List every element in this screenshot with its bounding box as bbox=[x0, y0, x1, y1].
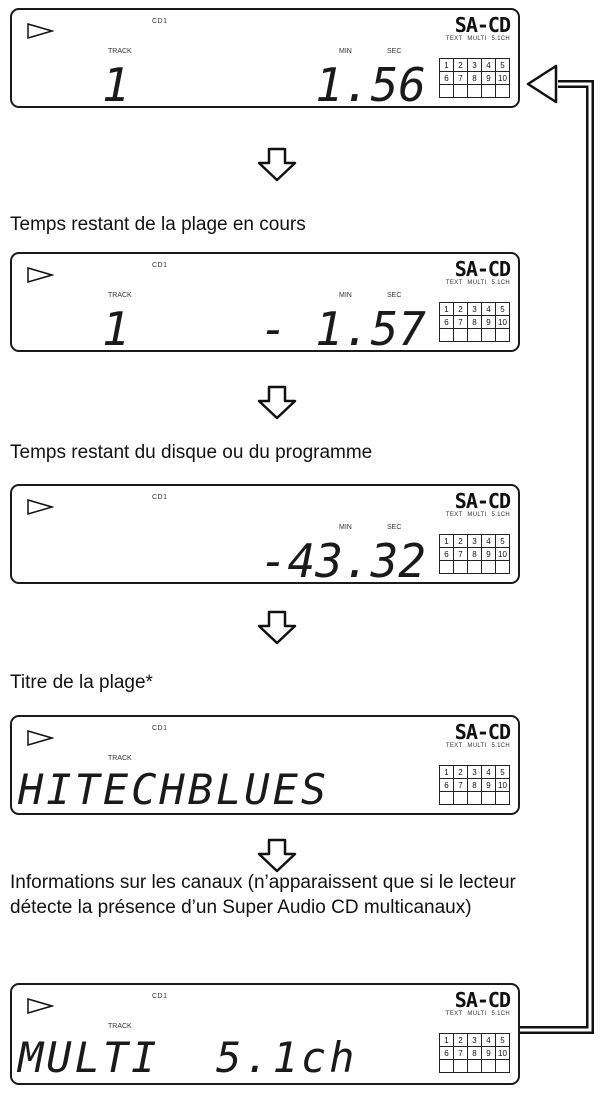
sacd-logo: SA-CD bbox=[454, 988, 510, 1012]
sec-label: SEC bbox=[387, 48, 402, 55]
time-readout: 1.56 bbox=[315, 58, 426, 112]
track-number: 1 bbox=[102, 302, 130, 356]
sacd-logo: SA-CD bbox=[454, 489, 510, 513]
sec-label: SEC bbox=[387, 524, 402, 531]
caption-remaining-disc: Temps restant du disque ou du programme bbox=[10, 442, 373, 463]
channel-info-readout: MULTI 5.1ch bbox=[18, 1033, 358, 1082]
track-label: TRACK bbox=[108, 292, 132, 299]
track-title-readout: HITECHBLUES bbox=[18, 765, 330, 814]
caption-remaining-track: Temps restant de la plage en cours bbox=[10, 214, 306, 235]
track-grid: 1 2 3 4 5 6 7 8 9 10 bbox=[439, 1033, 510, 1073]
time-readout: - 1.57 bbox=[259, 302, 426, 356]
caption-track-title: Titre de la plage* bbox=[10, 672, 153, 693]
min-label: MIN bbox=[339, 524, 352, 531]
cd-label: CD1 bbox=[152, 494, 168, 501]
track-label: TRACK bbox=[108, 48, 132, 55]
min-label: MIN bbox=[339, 292, 352, 299]
track-grid: 1 2 3 4 5 6 7 8 9 10 bbox=[439, 302, 510, 342]
mode-labels: TEXT MULTI 5.1CH bbox=[445, 1011, 510, 1017]
cd-label: CD1 bbox=[152, 18, 168, 25]
sacd-logo: SA-CD bbox=[454, 13, 510, 37]
min-label: MIN bbox=[339, 48, 352, 55]
cd-label: CD1 bbox=[152, 262, 168, 269]
sec-label: SEC bbox=[387, 292, 402, 299]
sacd-logo: SA-CD bbox=[454, 257, 510, 281]
track-grid: 1 2 3 4 5 6 7 8 9 10 bbox=[439, 58, 510, 98]
track-grid: 1 2 3 4 5 6 7 8 9 10 bbox=[439, 534, 510, 574]
caption-channel-info: Informations sur les canaux (n’apparaissent que si le lecteur détecte la présence d’un Super Audio CD multicanaux) bbox=[10, 872, 516, 918]
mode-labels: TEXT MULTI 5.1CH bbox=[445, 280, 510, 286]
track-grid: 1 2 3 4 5 6 7 8 9 10 bbox=[439, 765, 510, 805]
mode-labels: TEXT MULTI 5.1CH bbox=[445, 743, 510, 749]
sacd-logo: SA-CD bbox=[454, 720, 510, 744]
track-label: TRACK bbox=[108, 755, 132, 762]
cd-label: CD1 bbox=[152, 725, 168, 732]
cd-label: CD1 bbox=[152, 993, 168, 1000]
time-readout: -43.32 bbox=[259, 534, 426, 588]
track-label: TRACK bbox=[108, 1023, 132, 1030]
mode-labels: TEXT MULTI 5.1CH bbox=[445, 512, 510, 518]
mode-labels: TEXT MULTI 5.1CH bbox=[445, 36, 510, 42]
track-number: 1 bbox=[102, 58, 130, 112]
